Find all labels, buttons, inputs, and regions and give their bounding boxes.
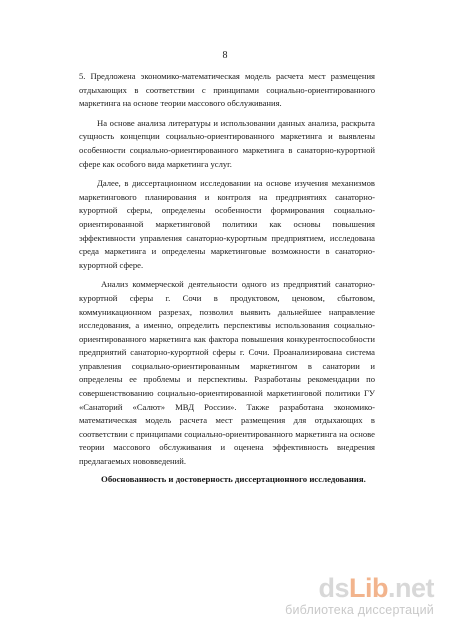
watermark-brand-net: .net: [387, 573, 434, 603]
paragraph-contribution-5: 5. Предложена экономико-математическая модель расчета мест размещения отдыхающих в соответствии с принципами социально-ориентированного маркетинга на основе теории массового обслуживания.: [79, 71, 375, 109]
dslib-logo: [244, 575, 434, 602]
document-body: [79, 70, 375, 486]
section-heading: Обоснованность и достоверность диссертационного исследования.: [101, 473, 366, 484]
page-number: 8: [222, 50, 228, 61]
dslib-watermark: [244, 575, 434, 617]
watermark-brand-lib: Lib: [348, 573, 388, 603]
paragraph-commercial-analysis: Анализ коммерческой деятельности одного из предприятий санаторно-курортной сферы г. Сочи в продуктовом, ценовом, сбытовом, коммуникационном разрезах, позволил выявить дальнейшее направление исследования, а именно, определить перспективы использования социально-ориентированного маркетинга как фактора повышения конкурентоспособности предприятий санаторно-курортной сферы г. Сочи. Проанализирована система управления социально-ориентированным маркетингом в санатории и определены ее проблемы и перспективы. Разработаны рекомендации по совершенствованию социально-ориентированной маркетинговой политики ГУ «Санаторий «Салют» МВД России». Также разработана экономико-математическая модель расчета мест размещения для отдыхающих в соответствии с принципами социально-ориентированного маркетинга на основе теории массового обслуживания и оценена эффективность внедрения предлагаемых нововведений.: [79, 279, 375, 467]
paragraph-literature-analysis: На основе анализа литературы и использовании данных анализа, раскрыта сущность концепции социально-ориентированного маркетинга и выявлены особенности социально-ориентированного маркетинга в санаторно-курортной сфере как особого вида маркетинга услуг.: [79, 117, 375, 169]
watermark-brand-ds: ds: [318, 573, 349, 603]
watermark-tagline: библиотека диссертаций: [285, 603, 434, 617]
paragraph-marketing-planning: Далее, в диссертационном исследовании на основе изучения механизмов маркетингового планирования и контроля на предприятиях санаторно-курортной сферы, определены особенности формирования социально-ориентированной маркетинговой политики как основы повышения эффективности управления санаторно-курортным предприятием, исследована среда маркетинга и определены маркетинговые возможности в санаторно-курортной сфере.: [79, 178, 375, 270]
